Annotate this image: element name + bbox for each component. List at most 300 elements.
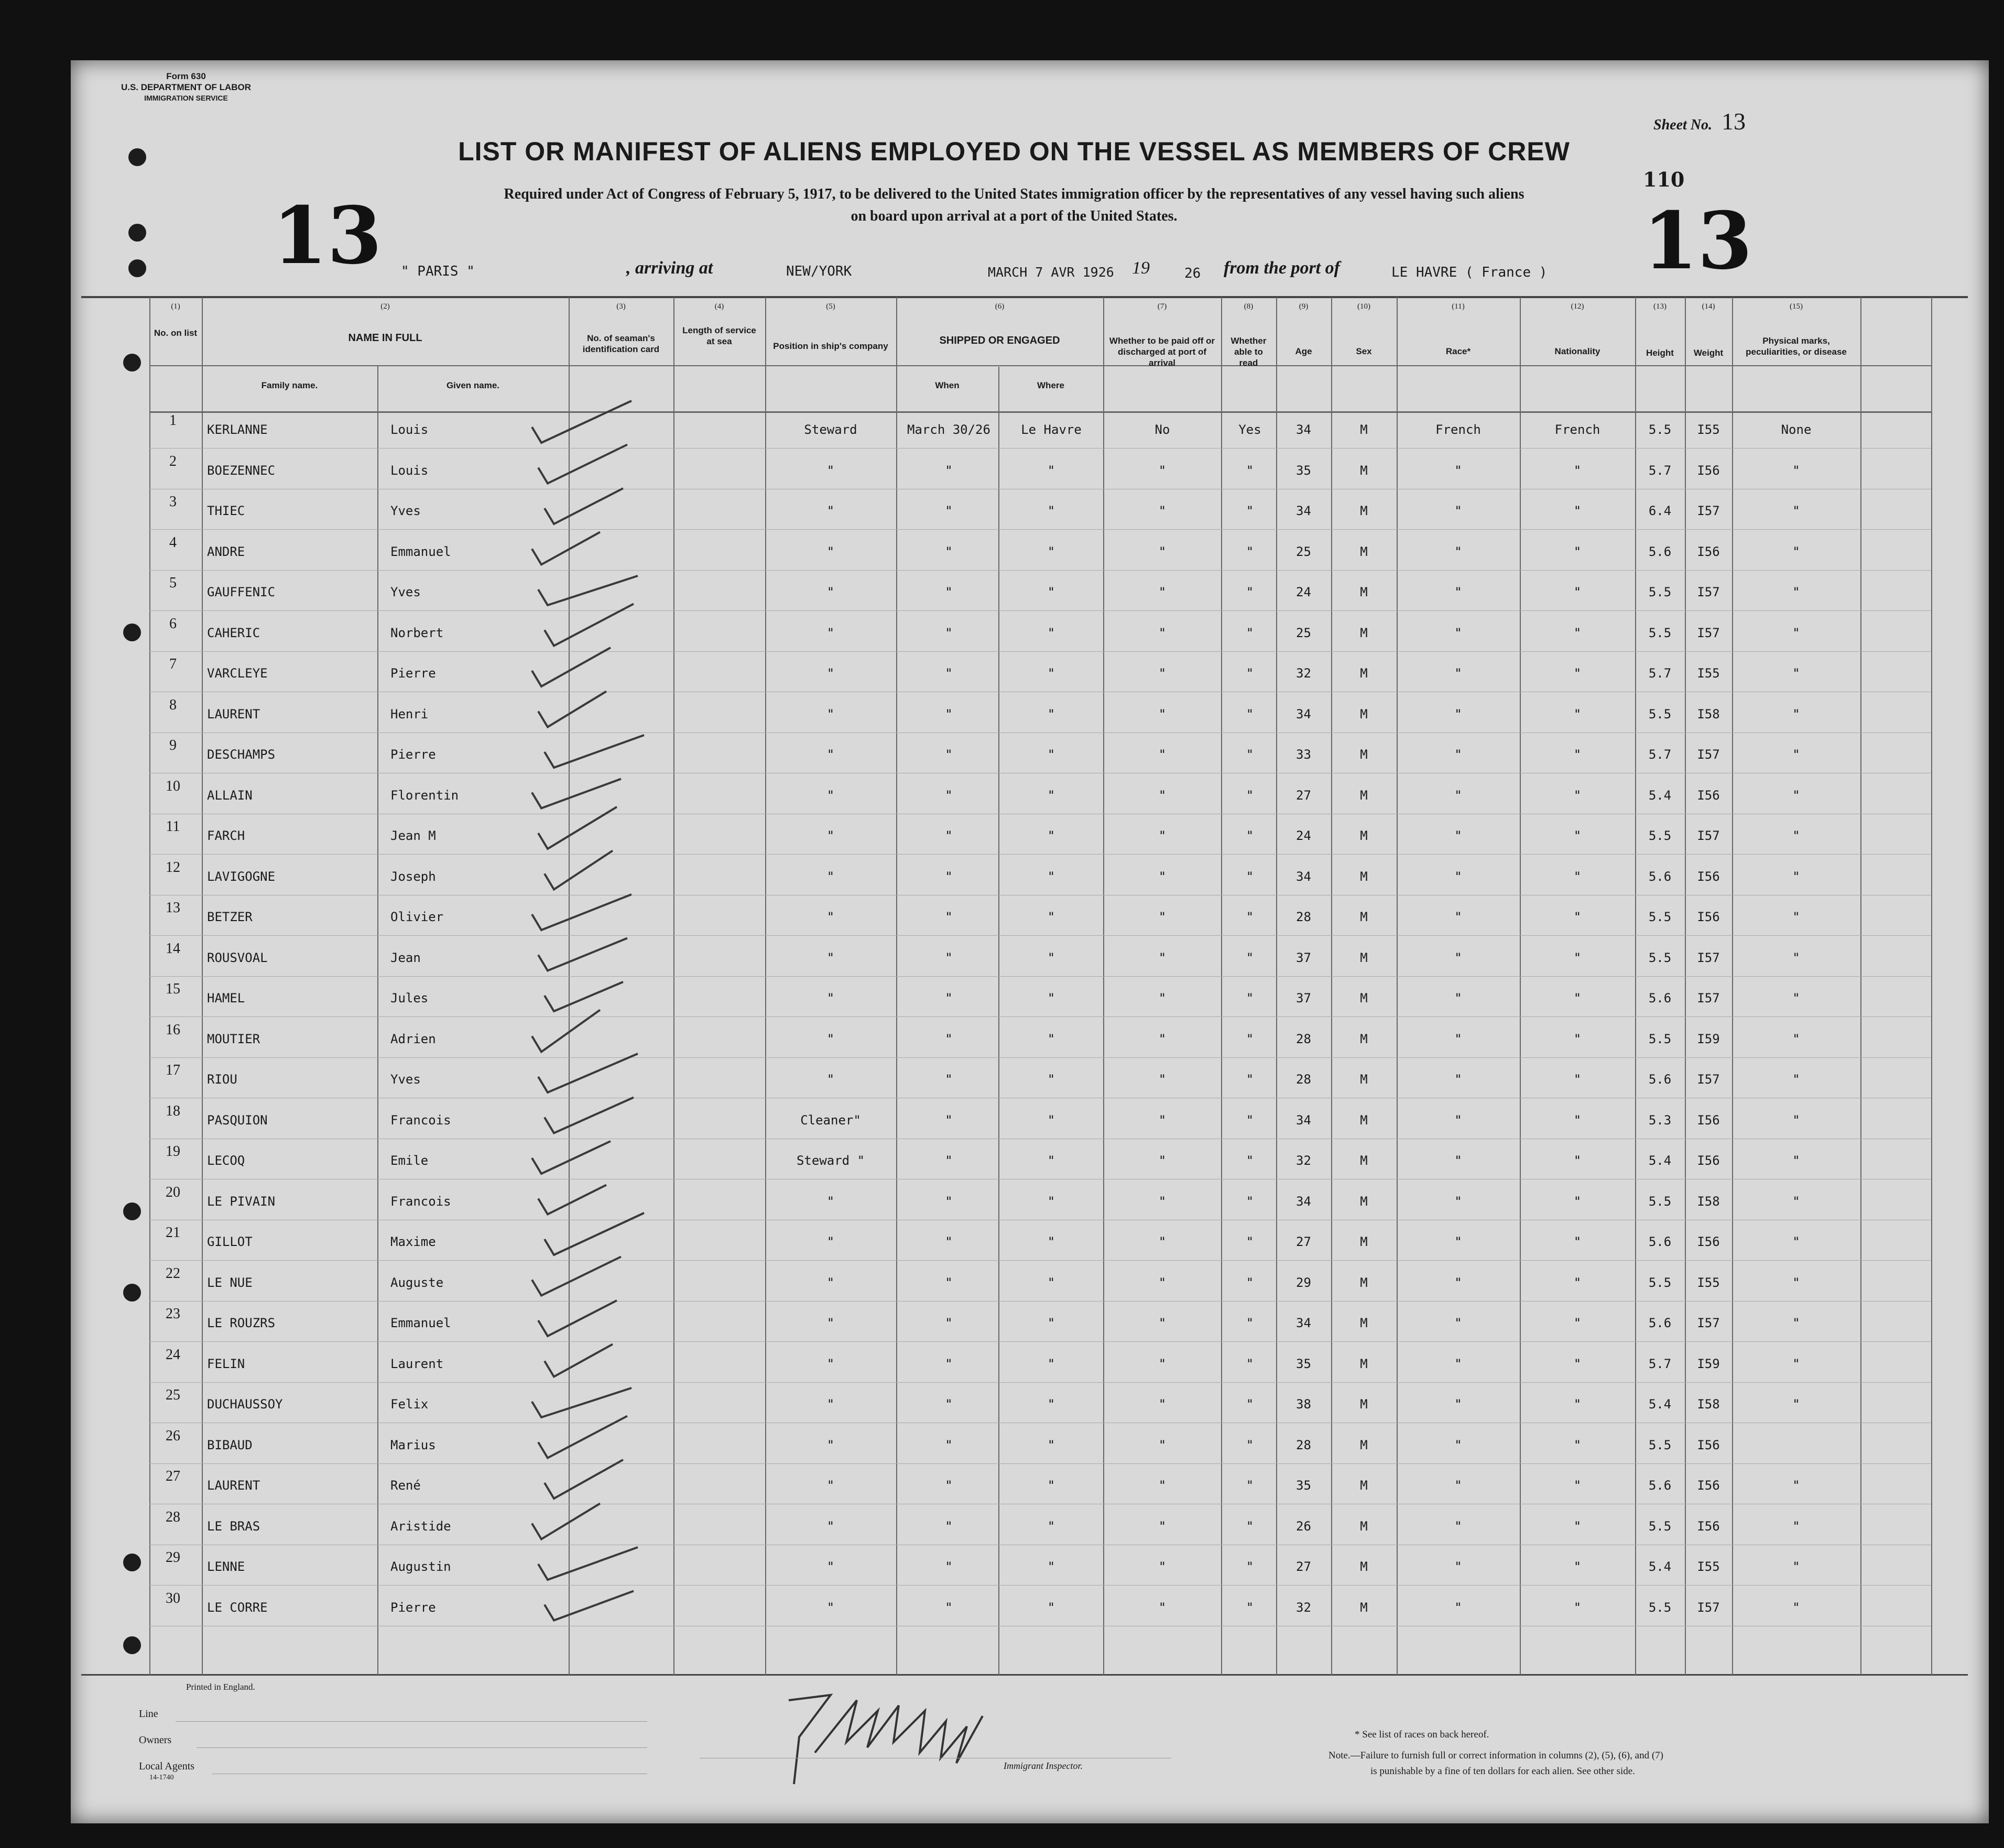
checkmark bbox=[544, 851, 613, 890]
sex-cell: M bbox=[1360, 1316, 1368, 1330]
row-number: 2 bbox=[169, 453, 177, 469]
row-number: 25 bbox=[166, 1387, 180, 1403]
where-cell: " bbox=[1047, 1112, 1055, 1128]
when-cell: " bbox=[945, 1316, 953, 1330]
weight-cell: I55 bbox=[1697, 422, 1720, 437]
paid-off-cell: " bbox=[1158, 585, 1167, 599]
given-name-cell: Laurent bbox=[390, 1356, 444, 1371]
given-name-cell: Yves bbox=[390, 585, 421, 599]
where-cell: " bbox=[1047, 1397, 1055, 1412]
header-sex: Sex bbox=[1356, 346, 1372, 356]
where-cell: " bbox=[1047, 1031, 1055, 1046]
position-cell: " bbox=[826, 463, 835, 478]
vessel-name: " PARIS " bbox=[401, 264, 475, 279]
race-cell: " bbox=[1454, 1031, 1462, 1046]
given-name-cell: Pierre bbox=[390, 747, 436, 762]
col-number: (15) bbox=[1790, 302, 1803, 311]
header-shipped: SHIPPED OR ENGAGED bbox=[939, 335, 1060, 346]
header-when: When bbox=[935, 380, 960, 390]
marks-cell: " bbox=[1792, 788, 1800, 803]
race-cell: " bbox=[1454, 1397, 1462, 1412]
given-name-cell: Felix bbox=[390, 1397, 429, 1412]
weight-cell: I57 bbox=[1697, 585, 1720, 599]
sex-cell: M bbox=[1360, 1234, 1368, 1249]
marks-cell: " bbox=[1792, 1316, 1800, 1330]
race-cell: " bbox=[1454, 1518, 1462, 1534]
able-read-cell: " bbox=[1246, 1478, 1254, 1493]
race-cell: " bbox=[1454, 1275, 1462, 1290]
age-cell: 35 bbox=[1296, 463, 1311, 478]
race-cell: " bbox=[1454, 950, 1462, 965]
marks-cell: " bbox=[1792, 504, 1800, 518]
family-name-cell: FELIN bbox=[207, 1356, 245, 1371]
position-cell: " bbox=[826, 585, 835, 599]
age-cell: 26 bbox=[1296, 1518, 1311, 1534]
where-cell: " bbox=[1047, 991, 1055, 1005]
given-name-cell: Emmanuel bbox=[390, 1316, 451, 1330]
family-name-cell: DESCHAMPS bbox=[207, 747, 276, 762]
where-cell: " bbox=[1047, 828, 1055, 843]
row-number: 15 bbox=[166, 981, 180, 997]
weight-cell: I57 bbox=[1697, 1316, 1720, 1330]
age-cell: 28 bbox=[1296, 910, 1311, 924]
marks-cell: " bbox=[1792, 828, 1800, 843]
when-cell: " bbox=[945, 1275, 953, 1290]
family-name-cell: VARCLEYE bbox=[207, 666, 268, 681]
header-weight: Weight bbox=[1693, 348, 1724, 358]
age-cell: 34 bbox=[1296, 504, 1311, 518]
paid-off-cell: " bbox=[1158, 1031, 1167, 1046]
sex-cell: M bbox=[1360, 1112, 1368, 1128]
checkmark bbox=[544, 1098, 634, 1133]
sex-cell: M bbox=[1360, 1194, 1368, 1209]
checkmark bbox=[544, 1213, 644, 1255]
position-cell: " bbox=[826, 1194, 835, 1209]
able-read-cell: " bbox=[1246, 504, 1254, 518]
where-cell: " bbox=[1047, 1559, 1055, 1574]
col-number: (5) bbox=[826, 302, 835, 311]
able-read-cell: " bbox=[1246, 625, 1254, 640]
weight-cell: I55 bbox=[1697, 1559, 1720, 1574]
where-cell: " bbox=[1047, 1072, 1055, 1087]
where-cell: " bbox=[1047, 910, 1055, 924]
race-cell: " bbox=[1454, 504, 1462, 518]
row-number: 21 bbox=[166, 1224, 180, 1241]
race-cell: " bbox=[1454, 544, 1462, 559]
row-number: 3 bbox=[169, 494, 177, 510]
when-cell: " bbox=[945, 1234, 953, 1249]
family-name-cell: FARCH bbox=[207, 828, 245, 843]
row-number: 24 bbox=[166, 1346, 180, 1363]
paid-off-cell: " bbox=[1158, 1397, 1167, 1412]
height-cell: 5.6 bbox=[1648, 544, 1672, 559]
weight-cell: I56 bbox=[1697, 1437, 1720, 1452]
when-cell: " bbox=[945, 1478, 953, 1493]
when-cell: " bbox=[945, 1072, 953, 1087]
family-name-cell: LENNE bbox=[207, 1559, 245, 1574]
height-cell: 5.7 bbox=[1648, 747, 1672, 762]
row-number: 10 bbox=[166, 778, 180, 794]
col-number: (9) bbox=[1299, 302, 1309, 311]
page-title: LIST OR MANIFEST OF ALIENS EMPLOYED ON THE VESSEL AS MEMBERS OF CREW bbox=[458, 137, 1570, 166]
checkmark bbox=[538, 1300, 617, 1336]
where-cell: " bbox=[1047, 504, 1055, 518]
position-cell: " bbox=[826, 869, 835, 884]
race-cell: " bbox=[1454, 910, 1462, 924]
able-read-cell: " bbox=[1246, 1559, 1254, 1574]
sex-cell: M bbox=[1360, 1478, 1368, 1493]
race-cell: " bbox=[1454, 1559, 1462, 1574]
nationality-cell: " bbox=[1573, 1031, 1582, 1046]
race-cell: " bbox=[1454, 1600, 1462, 1615]
family-name-cell: THIEC bbox=[207, 504, 245, 518]
weight-cell: I57 bbox=[1697, 625, 1720, 640]
marks-cell: " bbox=[1792, 1112, 1800, 1128]
able-read-cell: " bbox=[1246, 1194, 1254, 1209]
row-number: 1 bbox=[169, 412, 177, 429]
position-cell: " bbox=[826, 788, 835, 803]
row-number: 19 bbox=[166, 1143, 180, 1160]
able-read-cell: " bbox=[1246, 1397, 1254, 1412]
weight-cell: I56 bbox=[1697, 869, 1720, 884]
paid-off-cell: " bbox=[1158, 1072, 1167, 1087]
paid-off-cell: " bbox=[1158, 747, 1167, 762]
race-cell: " bbox=[1454, 1356, 1462, 1371]
family-name-cell: KERLANNE bbox=[207, 422, 268, 437]
weight-cell: I59 bbox=[1697, 1031, 1720, 1046]
able-read-cell: " bbox=[1246, 788, 1254, 803]
marks-cell: " bbox=[1792, 1153, 1800, 1168]
nationality-cell: " bbox=[1573, 1478, 1582, 1493]
where-cell: " bbox=[1047, 1316, 1055, 1330]
when-cell: " bbox=[945, 544, 953, 559]
position-cell: " bbox=[826, 1397, 835, 1412]
weight-cell: I58 bbox=[1697, 1397, 1720, 1412]
header-id-card: No. of seaman's identification card bbox=[582, 333, 660, 354]
family-name-cell: LE NUE bbox=[207, 1275, 253, 1290]
weight-cell: I56 bbox=[1697, 463, 1720, 478]
checkmark bbox=[538, 692, 606, 727]
checkmark bbox=[538, 1054, 638, 1092]
stamp-number-left: 13 bbox=[273, 190, 382, 282]
position-cell: Cleaner" bbox=[800, 1112, 861, 1128]
height-cell: 5.7 bbox=[1648, 666, 1672, 681]
nationality-cell: " bbox=[1573, 910, 1582, 924]
checkmark bbox=[532, 894, 631, 930]
when-cell: " bbox=[945, 666, 953, 681]
marks-cell: " bbox=[1792, 1275, 1800, 1290]
printed-note: Printed in England. bbox=[186, 1682, 255, 1692]
race-note: * See list of races on back hereof. bbox=[1355, 1729, 1489, 1740]
height-cell: 5.6 bbox=[1648, 1072, 1672, 1087]
sex-cell: M bbox=[1360, 910, 1368, 924]
paid-off-cell: " bbox=[1158, 1316, 1167, 1330]
position-cell: " bbox=[826, 1031, 835, 1046]
family-name-cell: BIBAUD bbox=[207, 1437, 253, 1452]
family-name-cell: BOEZENNEC bbox=[207, 463, 276, 478]
weight-cell: I57 bbox=[1697, 991, 1720, 1005]
checkmark bbox=[538, 938, 627, 971]
age-cell: 34 bbox=[1296, 1112, 1311, 1128]
age-cell: 28 bbox=[1296, 1437, 1311, 1452]
height-cell: 5.6 bbox=[1648, 1234, 1672, 1249]
when-cell: " bbox=[945, 747, 953, 762]
nationality-cell: " bbox=[1573, 1559, 1582, 1574]
marks-cell: " bbox=[1792, 625, 1800, 640]
given-name-cell: Emile bbox=[390, 1153, 429, 1168]
from-port: LE HAVRE ( France ) bbox=[1391, 265, 1548, 280]
service: IMMIGRATION SERVICE bbox=[144, 94, 228, 102]
height-cell: 5.7 bbox=[1648, 463, 1672, 478]
sex-cell: M bbox=[1360, 950, 1368, 965]
position-cell: " bbox=[826, 1316, 835, 1330]
where-cell: " bbox=[1047, 1153, 1055, 1168]
row-number: 18 bbox=[166, 1102, 180, 1119]
paid-off-cell: " bbox=[1158, 463, 1167, 478]
race-cell: " bbox=[1454, 1194, 1462, 1209]
header-paid-off: Whether to be paid off or discharged at port of arrival bbox=[1109, 336, 1215, 368]
header-able-read: Whether able to read bbox=[1230, 336, 1267, 368]
where-cell: " bbox=[1047, 1437, 1055, 1452]
family-name-cell: MOUTIER bbox=[207, 1031, 260, 1046]
given-name-cell: Marius bbox=[390, 1437, 436, 1452]
fine-note-line-1: Note.—Failure to furnish full or correct information in columns (2), (5), (6), and (7) bbox=[1328, 1750, 1663, 1761]
position-cell: " bbox=[826, 1518, 835, 1534]
race-cell: " bbox=[1454, 1112, 1462, 1128]
checkmark bbox=[532, 532, 600, 565]
height-cell: 6.4 bbox=[1648, 504, 1672, 518]
header-height: Height bbox=[1646, 348, 1674, 358]
when-cell: " bbox=[945, 1031, 953, 1046]
paid-off-cell: " bbox=[1158, 1478, 1167, 1493]
where-cell: " bbox=[1047, 1478, 1055, 1493]
nationality-cell: " bbox=[1573, 1600, 1582, 1615]
checkmark bbox=[544, 1344, 613, 1377]
height-cell: 5.3 bbox=[1648, 1112, 1672, 1128]
header-given-name: Given name. bbox=[446, 380, 500, 390]
race-cell: " bbox=[1454, 585, 1462, 599]
checkmark bbox=[544, 735, 644, 768]
able-read-cell: " bbox=[1246, 910, 1254, 924]
where-cell: " bbox=[1047, 1234, 1055, 1249]
paid-off-cell: " bbox=[1158, 1194, 1167, 1209]
nationality-cell: " bbox=[1573, 1316, 1582, 1330]
given-name-cell: Augustin bbox=[390, 1559, 451, 1574]
when-cell: " bbox=[945, 991, 953, 1005]
line-label: Line bbox=[139, 1708, 158, 1720]
inspector-label: Immigrant Inspector. bbox=[1004, 1760, 1083, 1771]
nationality-cell: " bbox=[1573, 1194, 1582, 1209]
family-name-cell: GILLOT bbox=[207, 1234, 253, 1249]
nationality-cell: " bbox=[1573, 544, 1582, 559]
able-read-cell: " bbox=[1246, 1437, 1254, 1452]
header-family-name: Family name. bbox=[261, 380, 318, 390]
position-cell: " bbox=[826, 625, 835, 640]
row-number: 17 bbox=[166, 1062, 180, 1078]
marks-cell: " bbox=[1792, 747, 1800, 762]
able-read-cell: " bbox=[1246, 1275, 1254, 1290]
nationality-cell: " bbox=[1573, 950, 1582, 965]
sex-cell: M bbox=[1360, 706, 1368, 721]
age-cell: 34 bbox=[1296, 422, 1311, 437]
paid-off-cell: " bbox=[1158, 828, 1167, 843]
sex-cell: M bbox=[1360, 1153, 1368, 1168]
when-cell: " bbox=[945, 625, 953, 640]
nationality-cell: " bbox=[1573, 1356, 1582, 1371]
paid-off-cell: " bbox=[1158, 1234, 1167, 1249]
marks-cell: " bbox=[1792, 910, 1800, 924]
when-cell: " bbox=[945, 869, 953, 884]
given-name-cell: Jean bbox=[390, 950, 421, 965]
weight-cell: I56 bbox=[1697, 788, 1720, 803]
family-name-cell: GAUFFENIC bbox=[207, 585, 276, 599]
race-cell: " bbox=[1454, 1316, 1462, 1330]
marks-cell: " bbox=[1792, 463, 1800, 478]
sex-cell: M bbox=[1360, 1437, 1368, 1452]
where-cell: " bbox=[1047, 666, 1055, 681]
header-nationality: Nationality bbox=[1554, 346, 1600, 356]
row-number: 23 bbox=[166, 1306, 180, 1322]
weight-cell: I56 bbox=[1697, 1518, 1720, 1534]
checkmark bbox=[538, 1416, 627, 1458]
race-cell: " bbox=[1454, 706, 1462, 721]
sex-cell: M bbox=[1360, 1356, 1368, 1371]
nationality-cell: " bbox=[1573, 625, 1582, 640]
weight-cell: I57 bbox=[1697, 828, 1720, 843]
col-number: (4) bbox=[714, 302, 724, 311]
able-read-cell: " bbox=[1246, 1031, 1254, 1046]
weight-cell: I58 bbox=[1697, 706, 1720, 721]
given-name-cell: Emmanuel bbox=[390, 544, 451, 559]
race-cell: French bbox=[1435, 422, 1481, 437]
paid-off-cell: No bbox=[1155, 422, 1170, 437]
nationality-cell: " bbox=[1573, 788, 1582, 803]
weight-cell: I57 bbox=[1697, 747, 1720, 762]
when-cell: " bbox=[945, 1600, 953, 1615]
given-name-cell: Aristide bbox=[390, 1518, 451, 1534]
weight-cell: I57 bbox=[1697, 1072, 1720, 1087]
able-read-cell: " bbox=[1246, 1600, 1254, 1615]
nationality-cell: " bbox=[1573, 504, 1582, 518]
sex-cell: M bbox=[1360, 544, 1368, 559]
given-name-cell: Maxime bbox=[390, 1234, 436, 1249]
given-name-cell: Auguste bbox=[390, 1275, 444, 1290]
age-cell: 27 bbox=[1296, 1559, 1311, 1574]
header-where: Where bbox=[1037, 380, 1064, 390]
weight-cell: I55 bbox=[1697, 1275, 1720, 1290]
marks-cell: " bbox=[1792, 1518, 1800, 1534]
marks-cell: " bbox=[1792, 869, 1800, 884]
checkmark bbox=[538, 445, 627, 484]
height-cell: 5.6 bbox=[1648, 869, 1672, 884]
when-cell: " bbox=[945, 1153, 953, 1168]
col-number: (2) bbox=[380, 302, 390, 311]
given-name-cell: Louis bbox=[390, 422, 429, 437]
checkmark bbox=[538, 1547, 638, 1580]
paid-off-cell: " bbox=[1158, 1112, 1167, 1128]
paid-off-cell: " bbox=[1158, 504, 1167, 518]
sex-cell: M bbox=[1360, 463, 1368, 478]
nationality-cell: " bbox=[1573, 463, 1582, 478]
height-cell: 5.5 bbox=[1648, 706, 1672, 721]
position-cell: " bbox=[826, 991, 835, 1005]
height-cell: 5.5 bbox=[1648, 422, 1672, 437]
when-cell: " bbox=[945, 1437, 953, 1452]
age-cell: 27 bbox=[1296, 788, 1311, 803]
family-name-cell: ANDRE bbox=[207, 544, 245, 559]
nationality-cell: " bbox=[1573, 1072, 1582, 1087]
height-cell: 5.7 bbox=[1648, 1356, 1672, 1371]
col-number: (13) bbox=[1653, 302, 1667, 311]
marks-cell: " bbox=[1792, 585, 1800, 599]
given-name-cell: Adrien bbox=[390, 1031, 436, 1046]
height-cell: 5.4 bbox=[1648, 1559, 1672, 1574]
row-number: 5 bbox=[169, 575, 177, 591]
where-cell: " bbox=[1047, 585, 1055, 599]
nationality-cell: " bbox=[1573, 666, 1582, 681]
nationality-cell: " bbox=[1573, 585, 1582, 599]
manifest-sheet bbox=[71, 60, 1989, 1823]
line-rule bbox=[176, 1721, 647, 1722]
race-cell: " bbox=[1454, 1437, 1462, 1452]
race-cell: " bbox=[1454, 1072, 1462, 1087]
height-cell: 5.5 bbox=[1648, 910, 1672, 924]
paid-off-cell: " bbox=[1158, 544, 1167, 559]
paid-off-cell: " bbox=[1158, 950, 1167, 965]
fine-note-line-2: is punishable by a fine of ten dollars for each alien. See other side. bbox=[1370, 1766, 1635, 1777]
where-cell: " bbox=[1047, 1356, 1055, 1371]
able-read-cell: " bbox=[1246, 1316, 1254, 1330]
row-number: 9 bbox=[169, 737, 177, 753]
form-code: 14-1740 bbox=[149, 1774, 174, 1781]
when-cell: March 30/26 bbox=[907, 422, 990, 437]
when-cell: " bbox=[945, 828, 953, 843]
age-cell: 38 bbox=[1296, 1397, 1311, 1412]
where-cell: " bbox=[1047, 1194, 1055, 1209]
weight-cell: I56 bbox=[1697, 1234, 1720, 1249]
nationality-cell: " bbox=[1573, 1234, 1582, 1249]
age-cell: 32 bbox=[1296, 1153, 1311, 1168]
able-read-cell: " bbox=[1246, 991, 1254, 1005]
where-cell: " bbox=[1047, 463, 1055, 478]
nationality-cell: " bbox=[1573, 706, 1582, 721]
col-number: (8) bbox=[1244, 302, 1254, 311]
weight-cell: I56 bbox=[1697, 910, 1720, 924]
family-name-cell: LAURENT bbox=[207, 706, 260, 721]
family-name-cell: LE BRAS bbox=[207, 1518, 260, 1534]
page-number: 110 bbox=[1643, 168, 1685, 191]
header-age: Age bbox=[1295, 346, 1312, 356]
nationality-cell: " bbox=[1573, 747, 1582, 762]
given-name-cell: Jules bbox=[390, 991, 429, 1005]
given-name-cell: Francois bbox=[390, 1194, 451, 1209]
height-cell: 5.4 bbox=[1648, 788, 1672, 803]
when-cell: " bbox=[945, 706, 953, 721]
where-cell: " bbox=[1047, 625, 1055, 640]
weight-cell: I56 bbox=[1697, 544, 1720, 559]
sex-cell: M bbox=[1360, 869, 1368, 884]
paid-off-cell: " bbox=[1158, 666, 1167, 681]
weight-cell: I57 bbox=[1697, 950, 1720, 965]
marks-cell: " bbox=[1792, 1397, 1800, 1412]
age-cell: 25 bbox=[1296, 544, 1311, 559]
checkmark bbox=[544, 488, 623, 524]
arriving-port: NEW/YORK bbox=[786, 264, 852, 279]
when-cell: " bbox=[945, 950, 953, 965]
where-cell: " bbox=[1047, 706, 1055, 721]
sex-cell: M bbox=[1360, 788, 1368, 803]
inspector-signature bbox=[768, 1679, 1040, 1795]
